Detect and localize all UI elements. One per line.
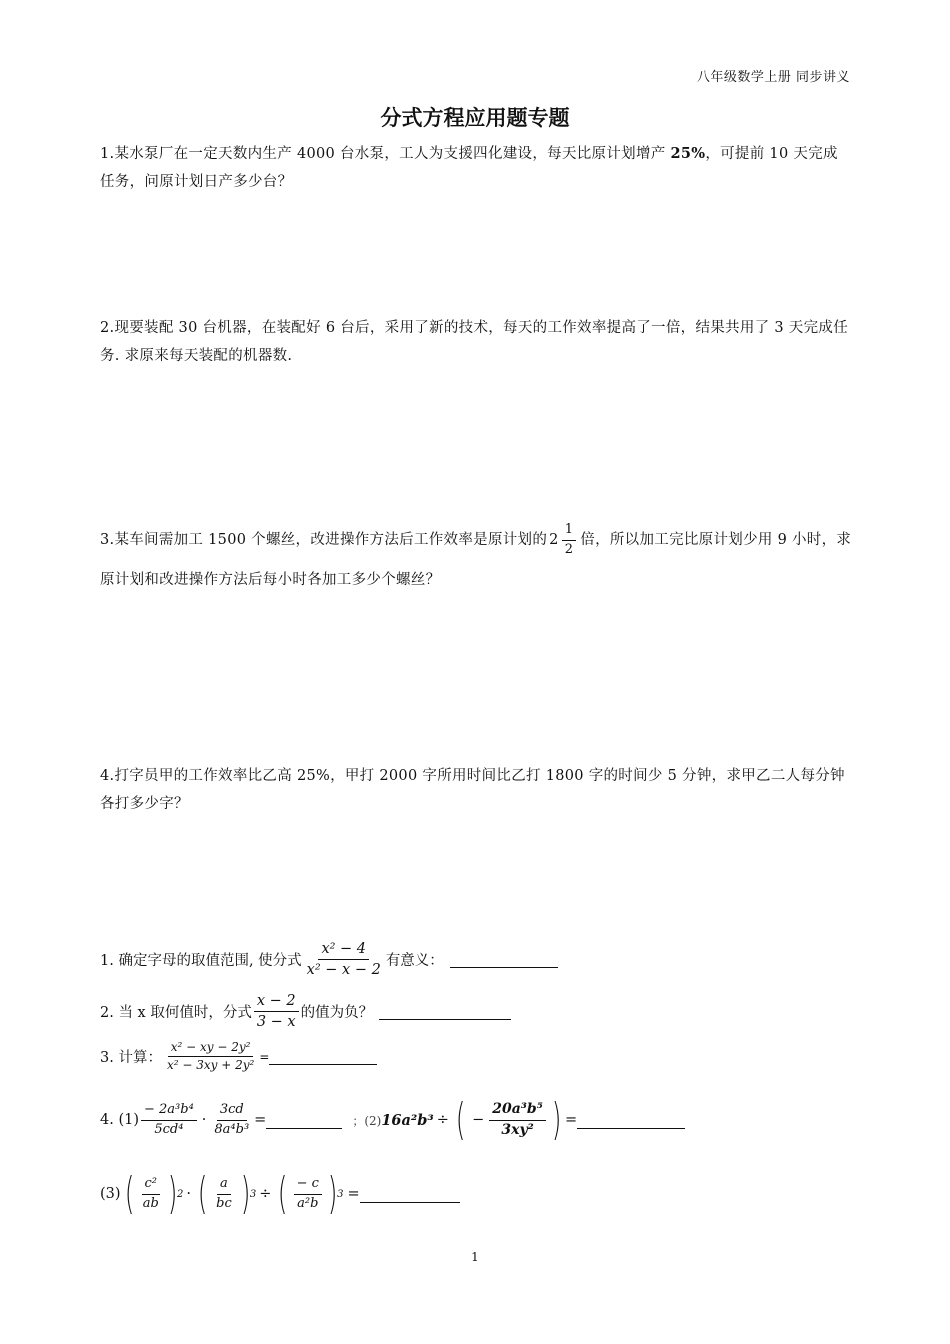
multiply-dot: ·: [186, 1186, 191, 1202]
problem-text: ，可提前 10 天完成任务，问原计划日产多少台？: [100, 146, 838, 190]
problem-text: 打字员甲的工作效率比乙高 25%，甲打 2000 字所用时间比乙打 1800 字的时间少 5 分钟，求甲乙二人每分钟各打多少字？: [100, 768, 845, 812]
fraction-denominator: ab: [142, 1195, 159, 1211]
exercise-2: [100, 992, 511, 1031]
page-title: 分式方程应用题专题: [380, 106, 570, 130]
fraction: [140, 1176, 162, 1212]
answer-blank[interactable]: [379, 1003, 511, 1020]
fraction-numerator: − 2a³b⁴: [141, 1102, 197, 1120]
problem-4: [100, 762, 852, 818]
fraction-denominator: 3xy²: [501, 1121, 534, 1138]
exercise-label: 3. 计算：: [100, 1050, 162, 1066]
left-paren: (: [455, 1094, 466, 1145]
fraction-numerator: x − 2: [254, 992, 299, 1012]
exercise-suffix: 有意义：: [385, 953, 444, 970]
problem-text: 倍，所以加工完比原计划少用 9 小时，求原计划和改进操作方法后每小时各加工多少个螺丝？: [100, 532, 852, 588]
right-paren: ): [327, 1168, 338, 1219]
part-separator: ；(2): [352, 1113, 382, 1128]
right-paren: ): [167, 1168, 178, 1219]
exercise-1: [100, 940, 558, 979]
fraction-denominator: 8a⁴b³: [214, 1121, 250, 1137]
fraction-denominator: a²b: [297, 1195, 319, 1211]
problem-text: 某水泵厂在一定天数内生产 4000 台水泵，工人为支援四化建设，每天比原计划增产: [114, 146, 671, 162]
fraction-numerator: 20a³b⁵: [489, 1101, 546, 1121]
fraction: [294, 1176, 322, 1212]
left-paren: (: [278, 1168, 288, 1219]
divide-sign: ÷: [259, 1186, 272, 1202]
exercise-suffix: 的值为负？: [300, 1005, 374, 1022]
problem-3: [100, 520, 852, 600]
multiply-dot: ·: [201, 1112, 207, 1128]
fraction: [562, 522, 577, 558]
fraction-denominator: bc: [216, 1195, 232, 1211]
problem-number: 4.: [100, 768, 115, 784]
left-paren: (: [124, 1168, 134, 1219]
fraction: [213, 1176, 235, 1212]
minus-sign: −: [472, 1112, 485, 1128]
answer-blank[interactable]: [269, 1048, 377, 1065]
fraction-numerator: x² − xy − 2y²: [168, 1040, 254, 1057]
fraction: [141, 1102, 197, 1138]
fraction-denominator: 3 − x: [256, 1014, 296, 1031]
fraction-numerator: x² − 4: [318, 940, 369, 960]
math-term: 16a²b³: [381, 1111, 434, 1129]
problem-2: [100, 314, 852, 370]
right-paren: ): [551, 1094, 562, 1145]
fraction: [164, 1040, 257, 1073]
fraction: [254, 992, 299, 1031]
fraction-denominator: x² − x − 2: [306, 962, 381, 979]
problem-1: [100, 140, 852, 196]
fraction: [304, 940, 384, 979]
problem-number: 1.: [100, 146, 115, 162]
divide-sign: ÷: [436, 1112, 449, 1128]
fraction: [489, 1101, 546, 1139]
problem-highlight: 25%: [670, 145, 706, 162]
exponent: 3: [249, 1188, 257, 1200]
exercise-3: [100, 1040, 377, 1073]
equals-sign: =: [254, 1112, 267, 1128]
equals-sign: =: [565, 1112, 578, 1128]
exercise-label: 4. (1): [100, 1112, 139, 1128]
answer-blank[interactable]: [577, 1112, 685, 1129]
exercise-label: 1. 确定字母的取值范围, 使分式: [100, 953, 302, 970]
fraction-numerator: − c: [294, 1176, 322, 1194]
fraction-numerator: c²: [142, 1176, 161, 1194]
fraction-denominator: 5cd⁴: [154, 1121, 184, 1137]
page-number: 1: [471, 1250, 479, 1264]
fraction-denominator: x² − 3xy + 2y²: [166, 1058, 255, 1072]
mixed-whole: 2: [549, 532, 559, 548]
exercise-label: 2. 当 x 取何值时，分式: [100, 1005, 252, 1022]
problem-number: 3.: [100, 532, 115, 548]
fraction-numerator: a: [217, 1176, 231, 1194]
exponent: 3: [337, 1188, 344, 1200]
exercise-label: (3): [100, 1186, 121, 1202]
fraction-numerator: 1: [562, 522, 577, 540]
answer-blank[interactable]: [266, 1112, 342, 1129]
equals-sign: =: [259, 1049, 270, 1064]
problem-number: 2.: [100, 320, 115, 336]
mixed-number: [549, 520, 578, 560]
equals-sign: =: [347, 1186, 360, 1202]
right-paren: ): [240, 1168, 251, 1219]
answer-blank[interactable]: [360, 1186, 460, 1203]
answer-blank[interactable]: [450, 951, 558, 968]
page-header: 八年级数学上册 同步讲义: [696, 70, 850, 85]
fraction-denominator: 2: [564, 541, 574, 557]
exponent: 2: [176, 1188, 184, 1200]
exercise-4: [100, 1094, 685, 1145]
problem-text: 某车间需加工 1500 个螺丝，改进操作方法后工作效率是原计划的: [114, 532, 548, 548]
exercise-5: [100, 1168, 460, 1219]
left-paren: (: [197, 1168, 208, 1219]
fraction: [211, 1102, 252, 1138]
problem-text: 现要装配 30 台机器，在装配好 6 台后，采用了新的技术，每天的工作效率提高了一倍，结果共用了 3 天完成任务. 求原来每天装配的机器数.: [100, 320, 848, 364]
fraction-numerator: 3cd: [217, 1102, 247, 1120]
